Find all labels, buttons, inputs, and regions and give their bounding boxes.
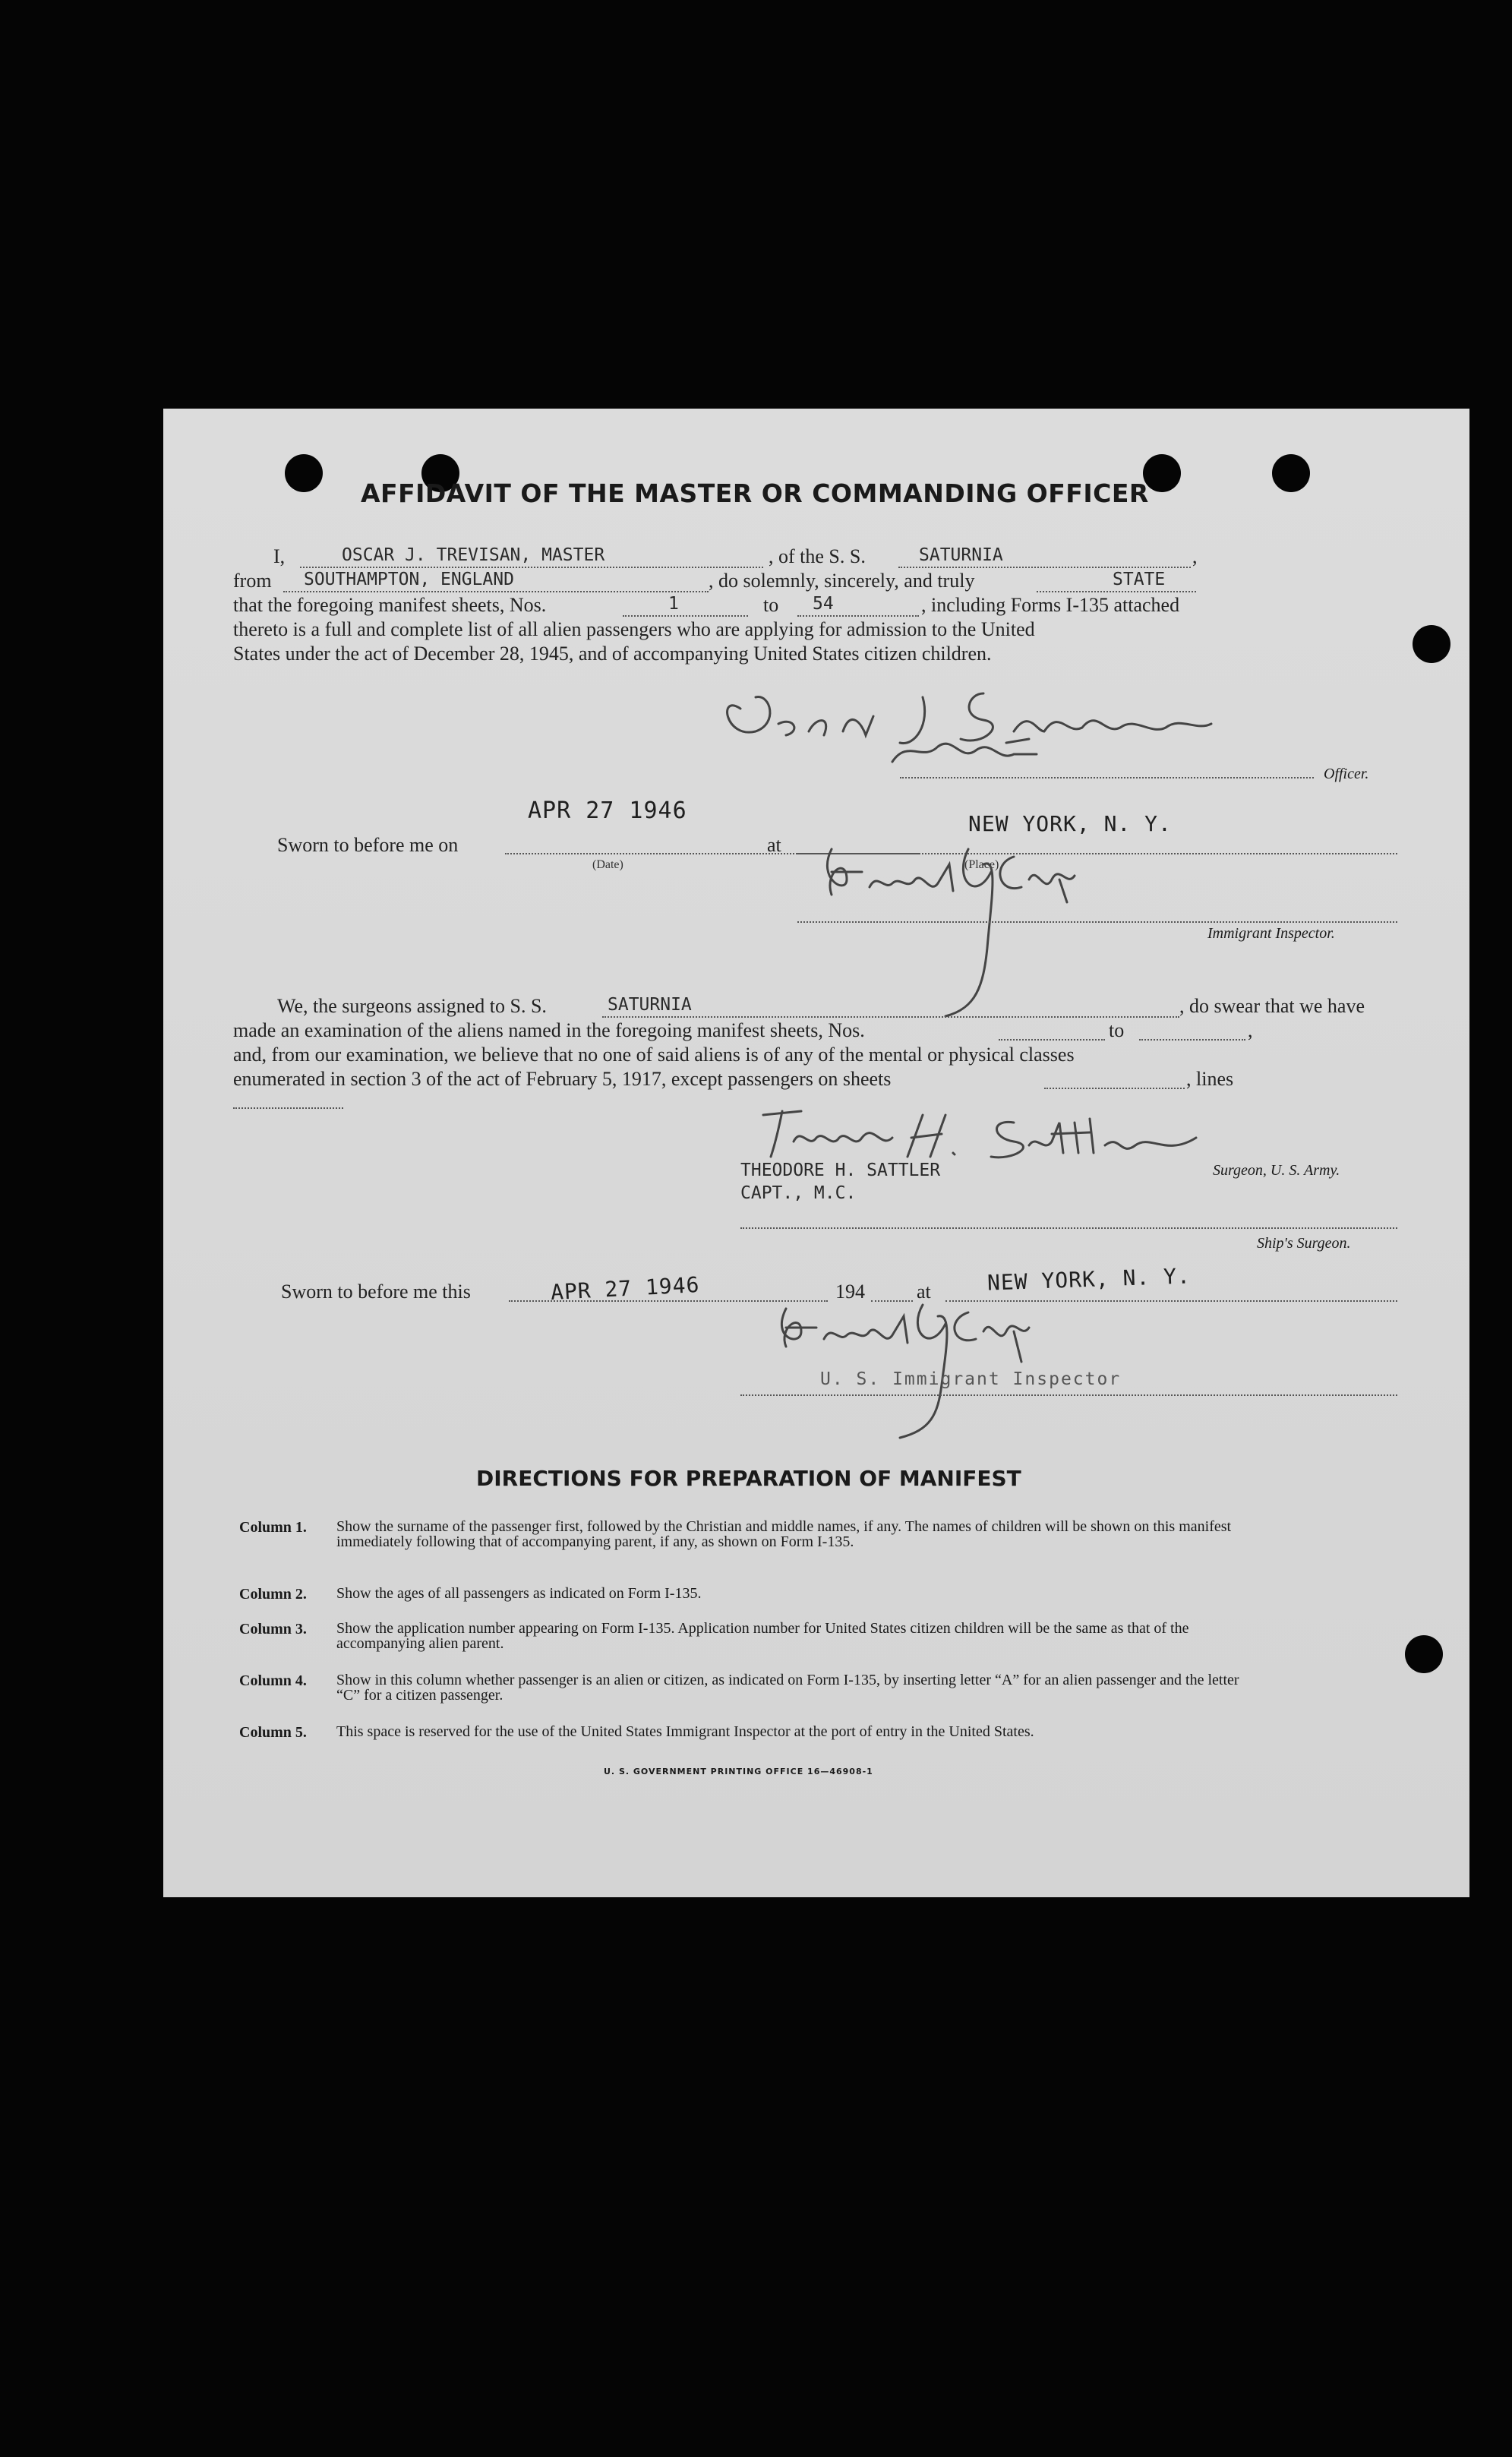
place-stamp: NEW YORK, N. Y. [968,811,1172,836]
surgeon-label: Surgeon, U. S. Army. [1213,1162,1340,1179]
sworn-date-stamp-2: APR 27 1946 [550,1271,701,1306]
departure-port: SOUTHAMPTON, ENGLAND [304,570,514,589]
column-text: This space is reserved for the use of the United States Immigrant Inspector at the port of entry in the United States. [336,1723,1034,1740]
column-text: Show the surname of the passenger first, followed by the Christian and middle names, if any. The names of children will be shown on this manifest immediately following that of accompanying parent, if any, as shown on Form I-135. [336,1518,1232,1550]
column-label: Column 3. [239,1621,307,1637]
surgeons-text-2b: to [1109,1019,1125,1041]
punch-hole [1413,625,1450,663]
inspector-typed: U. S. Immigrant Inspector [820,1369,1122,1389]
punch-hole [1405,1635,1443,1673]
surgeons-text-3: and, from our examination, we believe that no one of said aliens is of any of the mental or physical classes [233,1044,1075,1066]
directions-title: DIRECTIONS FOR PREPARATION OF MANIFEST [476,1466,1021,1491]
master-name: OSCAR J. TREVISAN, MASTER [342,545,605,565]
sworn-date-stamp: APR 27 1946 [528,797,687,824]
surgeons-text-1a: We, the surgeons assigned to S. S. [277,995,547,1017]
column-label: Column 1. [239,1519,307,1536]
year-prefix: 194 [835,1281,865,1303]
state: STATE [1113,570,1166,589]
at-label-2: at [917,1281,931,1303]
surgeons-text-1b: , do swear that we have [1179,995,1365,1017]
text-manifest: that the foregoing manifest sheets, Nos. [233,594,547,616]
text-from: from [233,570,272,592]
master-signature [710,663,1242,769]
surgeons-text-4b: , lines [1186,1068,1234,1090]
punch-hole [285,454,323,492]
officer-label: Officer. [1324,766,1369,782]
text-line4: thereto is a full and complete list of all alien passengers who are applying for admission to the United [233,618,1035,640]
surgeons-ship-name: SATURNIA [608,995,692,1015]
surgeon-signature [740,1104,1211,1164]
place-stamp-2: NEW YORK, N. Y. [986,1263,1192,1296]
date-caption: (Date) [592,858,623,871]
column-label: Column 2. [239,1586,307,1603]
punch-hole [1272,454,1310,492]
sheet-to: 54 [813,594,834,614]
column-text: Show in this column whether passenger is an alien or citizen, as indicated on Form I-135, by inserting letter “A” for an alien passenger and the letter “C” for a citizen passenger. [336,1672,1239,1704]
surgeon-name: THEODORE H. SATTLER [740,1161,941,1180]
text-comma: , [1192,545,1198,567]
printer-imprint: U. S. GOVERNMENT PRINTING OFFICE 16—46908-1 [604,1767,873,1776]
sworn-this-label: Sworn to before me this [281,1281,471,1303]
surgeons-text-4a: enumerated in section 3 of the act of February 5, 1917, except passengers on sheets [233,1068,892,1090]
surgeons-text-2a: made an examination of the aliens named in the foregoing manifest sheets, Nos. [233,1019,865,1041]
document-page [163,409,1469,1897]
text-of-ss: , of the S. S. [769,545,866,567]
ship-name: SATURNIA [919,545,1003,565]
column-label: Column 5. [239,1724,307,1741]
text-i: I, [273,545,286,567]
text-to: to [763,594,779,616]
surgeon-rank: CAPT., M.C. [740,1183,857,1203]
text-line5: States under the act of December 28, 1945, and of accompanying United States citizen children. [233,643,992,665]
inspector-signature [801,834,1166,1031]
ships-surgeon-label: Ship's Surgeon. [1257,1235,1351,1252]
text-comma: , [1248,1019,1253,1041]
affidavit-title: AFFIDAVIT OF THE MASTER OR COMMANDING OFFICER [361,478,1149,508]
at-label: at [767,834,781,856]
column-text: Show the application number appearing on Form I-135. Application number for United States citizen children will be the same as that of the accompanying alien parent. [336,1620,1189,1652]
text-solemnly: , do solemnly, sincerely, and truly [709,570,975,592]
place-caption: (Place) [964,858,999,871]
column-label: Column 4. [239,1672,307,1689]
inspector-label: Immigrant Inspector. [1207,925,1335,942]
text-including: , including Forms I-135 attached [921,594,1180,616]
sheet-from: 1 [668,594,679,614]
sworn-label: Sworn to before me on [277,834,459,856]
column-text: Show the ages of all passengers as indicated on Form I-135. [336,1585,702,1602]
